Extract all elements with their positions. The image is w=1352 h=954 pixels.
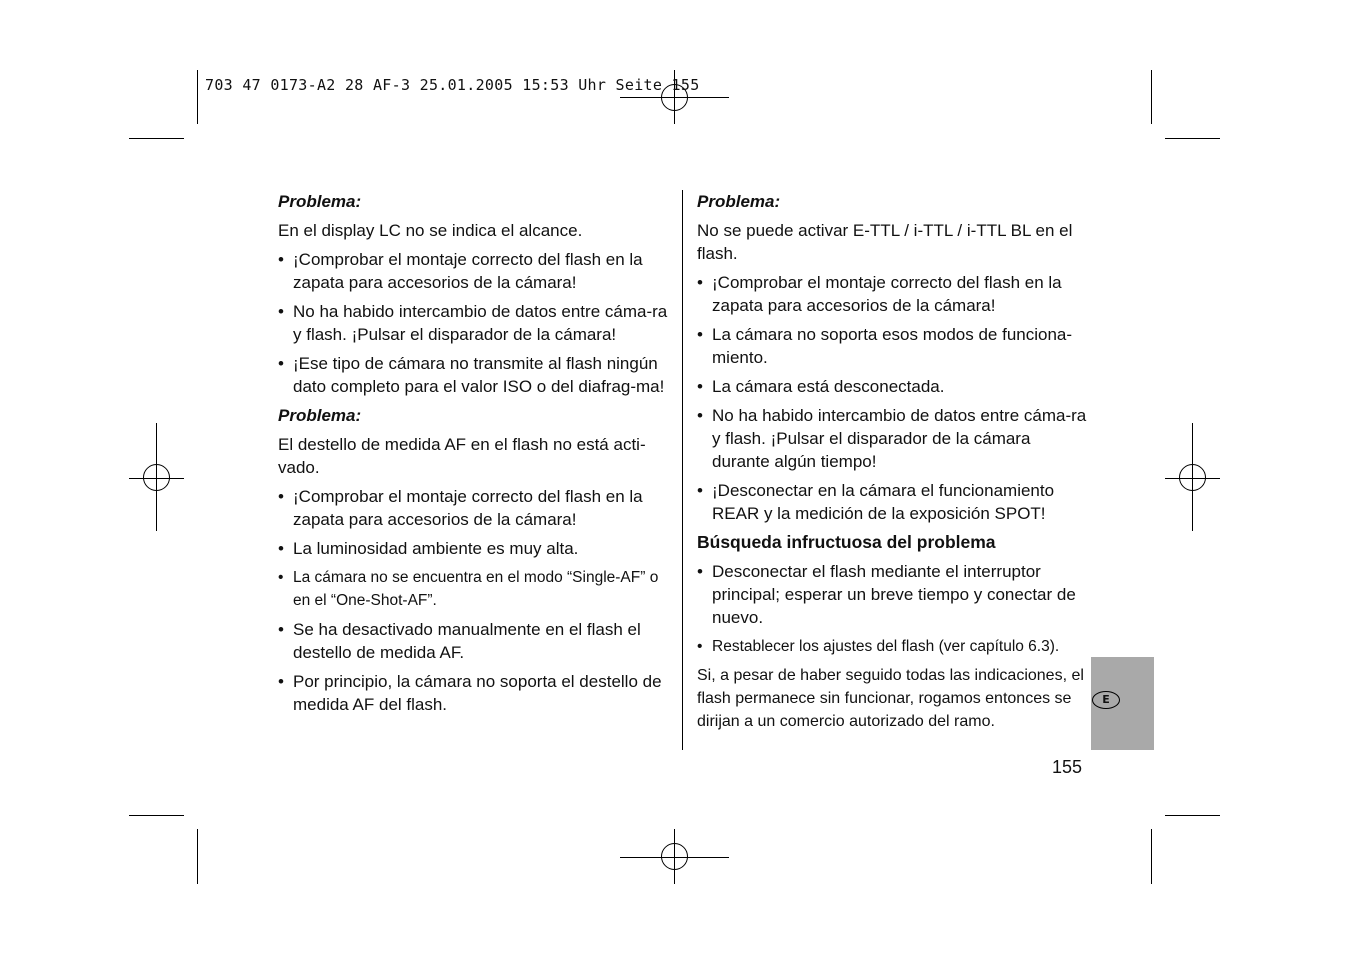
remedy-list	[697, 271, 1089, 525]
left-column	[278, 190, 670, 722]
column-divider	[682, 190, 683, 750]
list-item: • No ha habido intercambio de datos entre cáma-ra y flash. ¡Pulsar el disparador de la cámara durante algún tiempo!	[697, 404, 1089, 473]
crop-mark-bl-h	[129, 815, 184, 816]
problem-statement: El destello de medida AF en el flash no está acti-vado.	[278, 435, 646, 477]
problem-statement: No se puede activar E-TTL / i-TTL / i-TTL BL en el flash.	[697, 221, 1073, 263]
crop-mark-tr-v	[1151, 70, 1152, 124]
crop-mark-br-v	[1151, 829, 1152, 884]
section-heading: Búsqueda infructuosa del problema	[697, 532, 996, 552]
crop-mark-tl-h	[129, 138, 184, 139]
section-heading: Problema:	[697, 192, 781, 211]
page-number: 155	[1052, 757, 1083, 777]
list-item: • La cámara no se encuentra en el modo “Single-AF” o en el “One-Shot-AF”.	[278, 566, 670, 612]
crop-mark-tl-v	[197, 70, 198, 124]
list-item: • La cámara está desconectada.	[697, 375, 1089, 398]
list-item: • Por principio, la cámara no soporta el destello de medida AF del flash.	[278, 670, 670, 716]
closing-paragraph: Si, a pesar de haber seguido todas las indicaciones, el flash permanece sin funcionar, rogamos entonces se dirijan a un comercio autorizado del ramo.	[697, 667, 1084, 730]
problem-statement: En el display LC no se indica el alcance.	[278, 221, 583, 240]
list-item: • ¡Comprobar el montaje correcto del flash en la zapata para accesorios de la cámara!	[278, 485, 670, 531]
list-item: • La cámara no soporta esos modos de funciona-miento.	[697, 323, 1089, 369]
remedy-list	[278, 248, 670, 398]
crop-mark-bl-v	[197, 829, 198, 884]
list-item: • ¡Comprobar el montaje correcto del flash en la zapata para accesorios de la cámara!	[697, 271, 1089, 317]
list-item: • ¡Desconectar en la cámara el funcionamiento REAR y la medición de la exposición SPOT!	[697, 479, 1089, 525]
list-item: • Desconectar el flash mediante el interruptor principal; esperar un breve tiempo y conectar de nuevo.	[697, 560, 1089, 629]
right-column	[697, 190, 1089, 739]
print-slug-line: 703 47 0173-A2 28 AF-3 25.01.2005 15:53 Uhr Seite 155	[205, 76, 700, 94]
problem-section-range	[278, 190, 670, 398]
list-item: • ¡Comprobar el montaje correcto del flash en la zapata para accesorios de la cámara!	[278, 248, 670, 294]
list-item: • Restablecer los ajustes del flash (ver capítulo 6.3).	[697, 635, 1089, 658]
list-item: • La luminosidad ambiente es muy alta.	[278, 537, 670, 560]
list-item: • Se ha desactivado manualmente en el flash el destello de medida AF.	[278, 618, 670, 664]
language-badge: E	[1092, 691, 1120, 709]
crop-mark-tr-h	[1165, 138, 1220, 139]
remedy-list	[278, 485, 670, 716]
section-heading: Problema:	[278, 406, 362, 425]
list-item: • ¡Ese tipo de cámara no transmite al flash ningún dato completo para el valor ISO o del diafrag-ma!	[278, 352, 670, 398]
remedy-list	[697, 560, 1089, 658]
crop-mark-br-h	[1165, 815, 1220, 816]
problem-section-af-beam	[278, 404, 670, 716]
problem-section-ttl	[697, 190, 1089, 525]
troubleshooting-failed-section	[697, 531, 1089, 733]
list-item: • No ha habido intercambio de datos entre cáma-ra y flash. ¡Pulsar el disparador de la cámara!	[278, 300, 670, 346]
section-heading: Problema:	[278, 192, 362, 211]
